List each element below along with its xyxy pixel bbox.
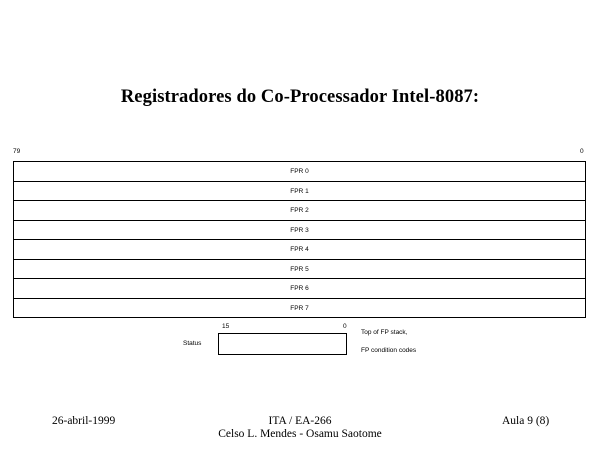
footer-course: ITA / EA-266 bbox=[268, 415, 332, 427]
fp-register-label: FPR 4 bbox=[290, 246, 309, 253]
fp-register-row bbox=[14, 260, 585, 280]
fp-register-label: FPR 3 bbox=[290, 226, 309, 234]
fp-register-stack bbox=[13, 161, 586, 318]
slide-title: Registradores do Co-Processador Intel-8087: bbox=[120, 87, 480, 107]
footer-lecture-number: Aula 9 (8) bbox=[502, 415, 550, 427]
fp-register-row bbox=[14, 279, 585, 299]
fp-stack-bit-low-label: 0 bbox=[580, 148, 584, 155]
fp-register-label: FPR 0 bbox=[290, 168, 309, 175]
status-note-condition-codes: FP condition codes bbox=[361, 347, 417, 354]
status-note-top-of-stack: Top of FP stack, bbox=[361, 329, 408, 336]
status-bit-low-label: 0 bbox=[343, 323, 347, 330]
fp-register-row bbox=[14, 240, 585, 260]
fp-register-label: FPR 5 bbox=[290, 265, 309, 273]
fp-register-label: FPR 2 bbox=[290, 207, 309, 214]
fp-register-label: FPR 7 bbox=[290, 304, 309, 312]
fp-register-row bbox=[14, 201, 585, 221]
fp-register-row bbox=[14, 162, 585, 182]
fp-stack-bit-high-label: 79 bbox=[13, 148, 21, 155]
status-register-label: Status bbox=[183, 340, 202, 347]
fp-register-row bbox=[14, 299, 585, 318]
fp-register-row bbox=[14, 182, 585, 202]
status-bit-high-label: 15 bbox=[222, 323, 230, 330]
fp-register-label: FPR 1 bbox=[290, 187, 309, 195]
status-register-box bbox=[218, 333, 347, 355]
footer-center-block bbox=[200, 415, 400, 441]
fp-register-label: FPR 6 bbox=[290, 285, 309, 292]
footer-date: 26-abril-1999 bbox=[52, 415, 116, 427]
footer-authors: Celso L. Mendes - Osamu Saotome bbox=[218, 428, 382, 440]
fp-register-row bbox=[14, 221, 585, 241]
